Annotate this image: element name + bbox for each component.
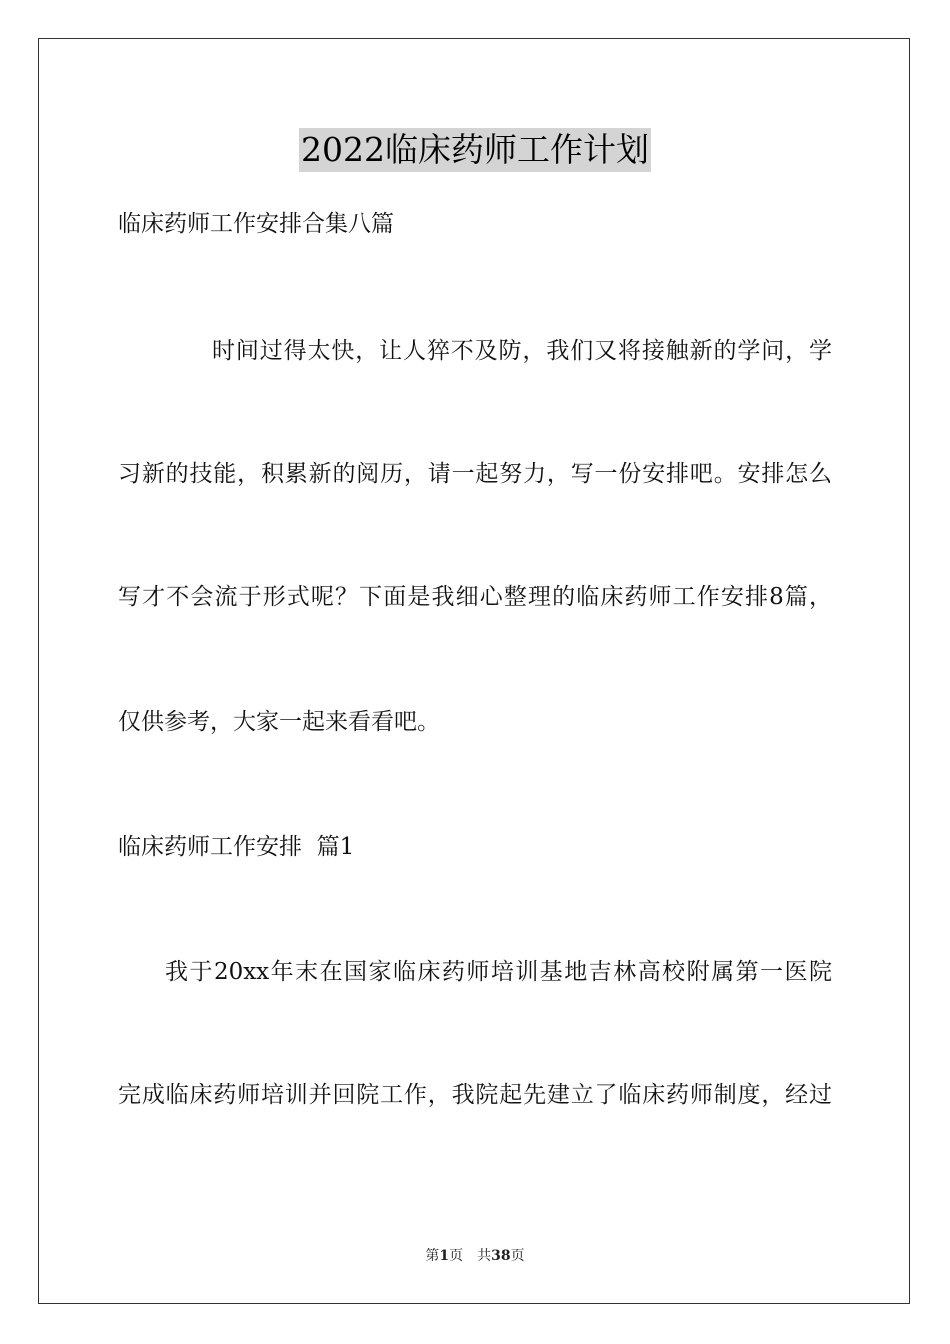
footer-page-current: 1 xyxy=(439,1248,450,1264)
footer-page-mid: 页 共 xyxy=(449,1248,492,1264)
document-title: 2022临床药师工作计划 xyxy=(299,128,651,172)
footer-page-total: 38 xyxy=(491,1248,511,1264)
intro-line-1: 时间过得太快，让人猝不及防，我们又将接触新的学问，学 xyxy=(212,338,832,364)
intro-line-2: 习新的技能，积累新的阅历，请一起努力，写一份安排吧。安排怎么 xyxy=(118,461,832,487)
intro-line-3: 写才不会流于形式呢？下面是我细心整理的临床药师工作安排8篇， xyxy=(118,584,832,610)
intro-line-4: 仅供参考，大家一起来看看吧。 xyxy=(118,709,440,735)
title-container xyxy=(0,128,950,172)
section-line-1: 我于20xx年末在国家临床药师培训基地吉林高校附属第一医院 xyxy=(165,959,832,985)
document-subtitle: 临床药师工作安排合集八篇 xyxy=(118,211,394,237)
section-heading: 临床药师工作安排 篇1 xyxy=(118,834,355,860)
section-line-2: 完成临床药师培训并回院工作，我院起先建立了临床药师制度，经过 xyxy=(118,1082,832,1108)
page-footer xyxy=(0,1246,950,1266)
footer-page-suffix: 页 xyxy=(510,1248,525,1264)
footer-page-prefix: 第 xyxy=(425,1248,440,1264)
